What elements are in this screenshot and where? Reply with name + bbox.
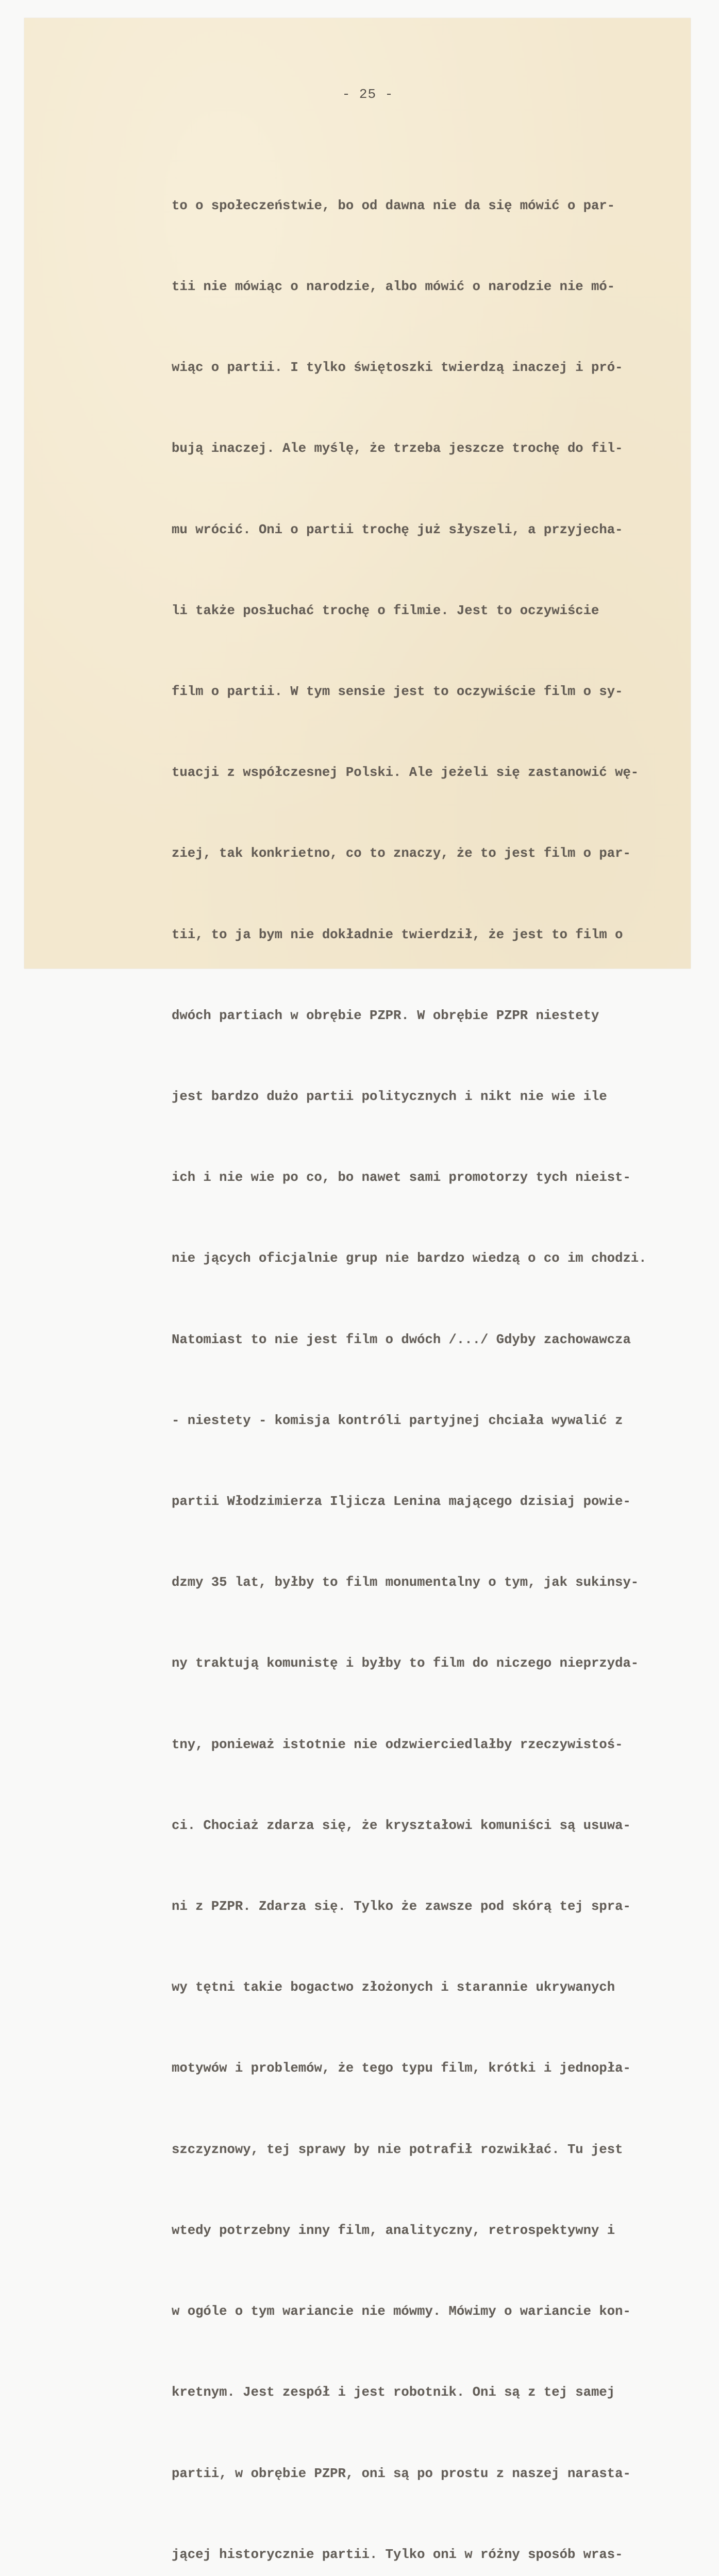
text-line: nie jących oficjalnie grup nie bardzo wiedzą o co im chodzi. xyxy=(172,1251,647,1266)
text-line: bują inaczej. Ale myślę, że trzeba jeszcze trochę do fil- xyxy=(172,441,623,456)
text-line: tuacji z współczesnej Polski. Ale jeżeli się zastanowić wę- xyxy=(172,765,639,781)
text-line: ci. Chociaż zdarza się, że kryształowi komuniści są usuwa- xyxy=(172,1818,631,1833)
text-line: - niestety - komisja kontróli partyjnej chciała wywalić z xyxy=(172,1413,623,1428)
text-line: wiąc o partii. I tylko świętoszki twierdzą inaczej i pró- xyxy=(172,360,623,376)
text-line: kretnym. Jest zespół i jest robotnik. Oni są z tej samej xyxy=(172,2385,615,2400)
text-line: wtedy potrzebny inny film, analityczny, retrospektywny i xyxy=(172,2223,615,2238)
text-line: ziej, tak konkrietno, co to znaczy, że to jest film o par- xyxy=(172,846,631,861)
text-line: dzmy 35 lat, byłby to film monumentalny o tym, jak sukinsy- xyxy=(172,1575,639,1590)
text-line: tii nie mówiąc o narodzie, albo mówić o narodzie nie mó- xyxy=(172,279,615,295)
text-line: mu wrócić. Oni o partii trochę już słyszeli, a przyjecha- xyxy=(172,522,623,537)
text-line: szczyznowy, tej sprawy by nie potrafił rozwikłać. Tu jest xyxy=(172,2142,623,2157)
text-line: partii, w obrębie PZPR, oni są po prostu z naszej narasta- xyxy=(172,2466,631,2481)
text-line: wy tętni takie bogactwo złożonych i starannie ukrywanych xyxy=(172,1980,615,1995)
text-line: film o partii. W tym sensie jest to oczywiście film o sy- xyxy=(172,684,623,700)
text-line: jącej historycznie partii. Tylko oni w różny sposób wras- xyxy=(172,2547,623,2562)
text-line: ich i nie wie po co, bo nawet sami promotorzy tych nieist- xyxy=(172,1170,631,1185)
typewritten-page xyxy=(24,18,691,2562)
text-line: to o społeczeństwie, bo od dawna nie da się mówić o par- xyxy=(172,198,615,213)
text-line: tii, to ja bym nie dokładnie twierdził, że jest to film o xyxy=(172,927,623,942)
body-text xyxy=(172,139,687,2576)
text-line: dwóch partiach w obrębie PZPR. W obrębie PZPR niestety xyxy=(172,1008,599,1023)
text-line: motywów i problemów, że tego typu film, krótki i jednopła- xyxy=(172,2061,631,2076)
text-line: ny traktują komunistę i byłby to film do niczego nieprzyda- xyxy=(172,1656,639,1671)
text-line: ni z PZPR. Zdarza się. Tylko że zawsze pod skórą tej spra- xyxy=(172,1899,631,1914)
text-line: w ogóle o tym wariancie nie mówmy. Mówimy o wariancie kon- xyxy=(172,2304,631,2319)
text-line: Natomiast to nie jest film o dwóch /.../ Gdyby zachowawcza xyxy=(172,1332,631,1347)
text-line: li także posłuchać trochę o filmie. Jest to oczywiście xyxy=(172,603,599,618)
text-line: partii Włodzimierza Iljicza Lenina mającego dzisiaj powie- xyxy=(172,1494,631,1510)
text-line: jest bardzo dużo partii politycznych i nikt nie wie ile xyxy=(172,1089,607,1105)
page-number: - 25 - xyxy=(342,87,394,102)
text-line: tny, ponieważ istotnie nie odzwierciedlałby rzeczywistoś- xyxy=(172,1737,623,1752)
